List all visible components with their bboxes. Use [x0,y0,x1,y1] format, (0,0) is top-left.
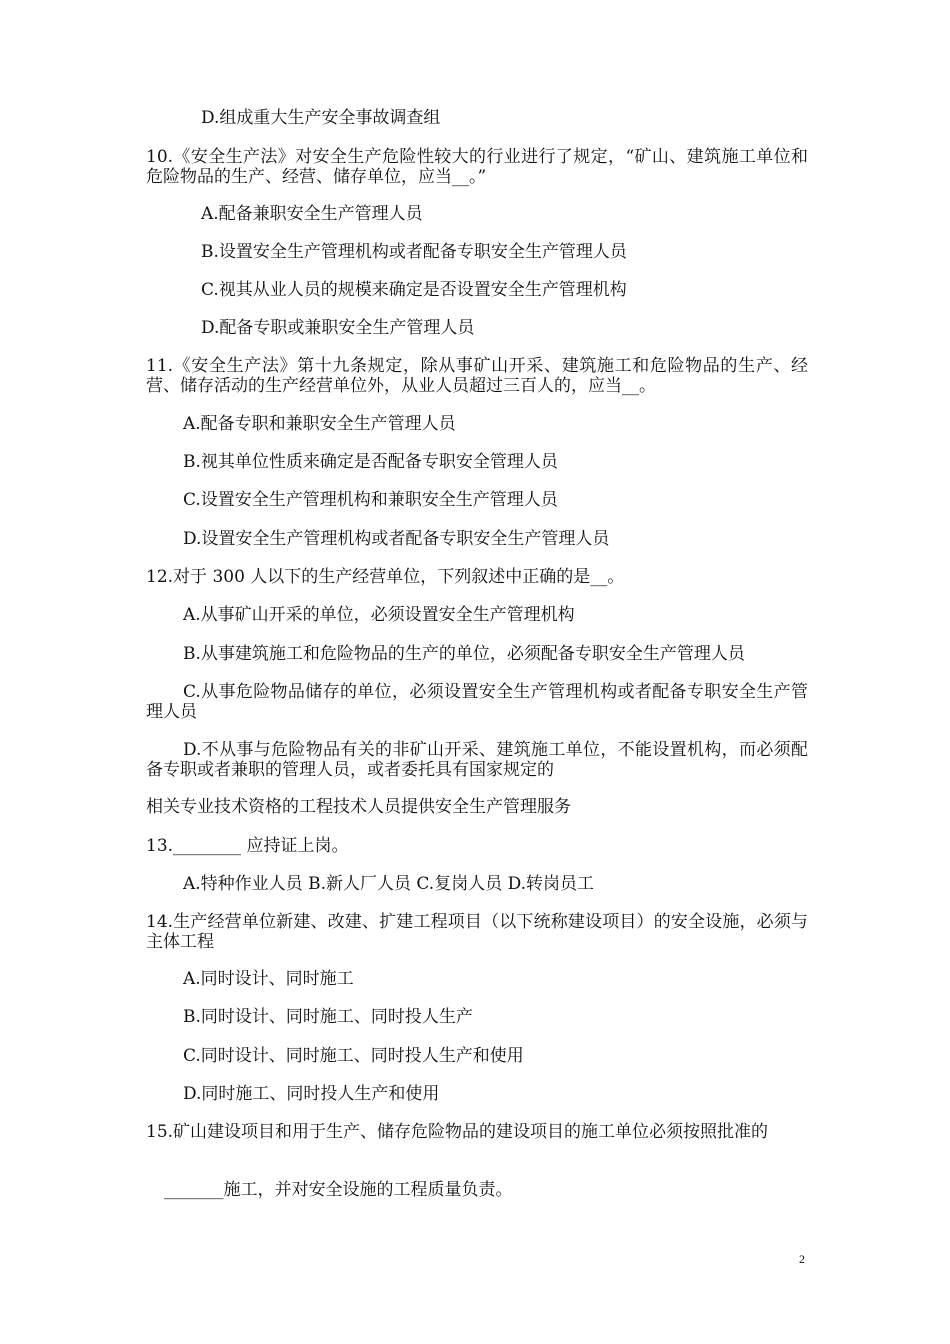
question-13: 13.________ 应持证上岗。 [146,836,349,856]
option-11b: B.视其单位性质来确定是否配备专职安全管理人员 [183,452,558,472]
option-12b: B.从事建筑施工和危险物品的生产的单位，必须配备专职安全生产管理人员 [183,644,745,664]
option-12d-continued: 相关专业技术资格的工程技术人员提供安全生产管理服务 [146,797,571,817]
options-13: A.特种作业人员 B.新人厂人员 C.复岗人员 D.转岗员工 [183,874,595,894]
page-number: 2 [799,1252,805,1266]
option-12d: D.不从事与危险物品有关的非矿山开采、建筑施工单位，不能设置机构，而必须配备专职或者兼职的管理人员，或者委托具有国家规定的 [146,740,808,780]
option-9d: D.组成重大生产安全事故调查组 [201,108,441,128]
question-12: 12.对于 300 人以下的生产经营单位，下列叙述中正确的是__。 [146,567,625,587]
option-11d: D.设置安全生产管理机构或者配备专职安全生产管理人员 [183,529,610,549]
option-11a: A.配备专职和兼职安全生产管理人员 [183,414,456,434]
option-12a: A.从事矿山开采的单位，必须设置安全生产管理机构 [183,605,575,625]
question-15: 15.矿山建设项目和用于生产、储存危险物品的建设项目的施工单位必须按照批准的 [146,1122,769,1142]
option-11c: C.设置安全生产管理机构和兼职安全生产管理人员 [183,490,558,510]
option-14d: D.同时施工、同时投人生产和使用 [183,1084,440,1104]
option-14a: A.同时设计、同时施工 [183,969,354,989]
option-10d: D.配备专职或兼职安全生产管理人员 [201,318,475,338]
option-10b: B.设置安全生产管理机构或者配备专职安全生产管理人员 [201,242,627,262]
option-10a: A.配备兼职安全生产管理人员 [201,204,423,224]
option-14c: C.同时设计、同时施工、同时投人生产和使用 [183,1046,524,1066]
question-11: 11.《安全生产法》第十九条规定，除从事矿山开采、建筑施工和危险物品的生产、经营、储存活动的生产经营单位外，从业人员超过三百人的，应当__。 [146,356,808,396]
option-14b: B.同时设计、同时施工、同时投人生产 [183,1007,473,1027]
option-10c: C.视其从业人员的规模来确定是否设置安全生产管理机构 [201,280,627,300]
question-15-continued: _______施工，并对安全设施的工程质量负责。 [164,1180,513,1200]
option-12c: C.从事危险物品储存的单位，必须设置安全生产管理机构或者配备专职安全生产管理人员 [146,682,808,722]
question-10: 10.《安全生产法》对安全生产危险性较大的行业进行了规定，“矿山、建筑施工单位和危险物品的生产、经营、储存单位，应当__。” [146,147,808,187]
question-14: 14.生产经营单位新建、改建、扩建工程项目（以下统称建设项目）的安全设施，必须与主体工程 [146,912,808,952]
